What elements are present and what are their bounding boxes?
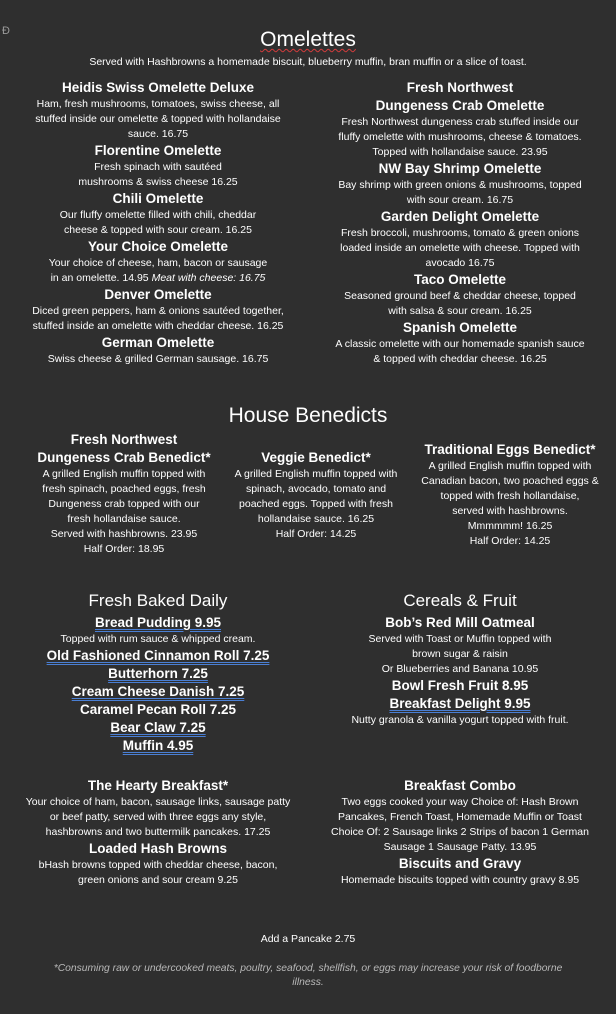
item-desc: green onions and sour cream 9.25 xyxy=(78,874,238,886)
menu-item xyxy=(10,190,306,238)
disclaimer-line: illness. xyxy=(292,977,324,988)
item-desc: fresh hollandaise sauce. xyxy=(67,513,181,525)
item-desc: Topped with rum sauce & whipped cream. xyxy=(60,633,256,645)
item-name: Loaded Hash Browns xyxy=(88,841,228,856)
item-price-alt: Meat with cheese: 16.75 xyxy=(151,272,266,284)
item-desc: Canadian bacon, two poached eggs & xyxy=(421,475,599,487)
item-desc: A grilled English muffin topped with xyxy=(234,468,398,480)
benedict-item xyxy=(412,441,608,549)
item-desc: Sausage 1 Sausage Patty. 13.95 xyxy=(383,841,537,853)
disclaimer-line: *Consuming raw or undercooked meats, poultry, seafood, shellfish, or eggs may increase your risk of foodborne xyxy=(53,963,563,974)
item-name: Dungeness Crab Benedict* xyxy=(37,450,211,465)
hearty-section xyxy=(10,777,306,888)
baked-section xyxy=(10,591,306,755)
item-desc: Your choice of cheese, ham, bacon or sausage xyxy=(48,257,268,269)
item-desc: & topped with cheddar cheese. 16.25 xyxy=(373,353,547,365)
item-name: Breakfast Combo xyxy=(404,778,516,793)
combo-section xyxy=(310,777,610,888)
item-desc: with sour cream. 16.75 xyxy=(406,194,514,206)
cereal-item: Bob’s Red Mill Oatmeal xyxy=(385,615,535,630)
item-desc: fresh spinach, poached eggs, fresh xyxy=(42,483,206,495)
add-pancake: Add a Pancake 2.75 xyxy=(260,933,356,945)
item-desc: Seasoned ground beef & cheddar cheese, topped xyxy=(344,290,576,302)
menu-item xyxy=(310,319,610,367)
baked-item: Butterhorn 7.25 xyxy=(108,666,208,681)
item-desc: Or Blueberries and Banana 10.95 xyxy=(381,663,539,675)
item-desc: cheese & topped with sour cream. 16.25 xyxy=(64,224,252,236)
item-desc: A grilled English muffin topped with xyxy=(428,460,592,472)
item-desc: Fresh Northwest dungeness crab stuffed inside our xyxy=(341,116,579,128)
disclaimer xyxy=(20,962,596,990)
menu-item xyxy=(310,79,610,160)
menu-item xyxy=(310,271,610,319)
item-desc: Our fluffy omelette filled with chili, cheddar xyxy=(59,209,257,221)
item-desc: hashbrowns and two buttermilk pancakes. 17.25 xyxy=(45,826,271,838)
item-desc: Bay shrimp with green onions & mushrooms, topped xyxy=(338,179,582,191)
item-desc: Two eggs cooked your way Choice of: Hash Brown xyxy=(341,796,579,808)
item-desc: Half Order: 18.95 xyxy=(83,543,165,555)
item-desc: with salsa & sour cream. 16.25 xyxy=(388,305,532,317)
item-name: Biscuits and Gravy xyxy=(398,856,522,871)
cereals-title: Cereals & Fruit xyxy=(403,591,517,610)
item-desc: Swiss cheese & grilled German sausage. 16.75 xyxy=(47,353,269,365)
item-desc: mushrooms & swiss cheese 16.25 xyxy=(78,176,238,188)
item-desc: Served with Toast or Muffin topped with xyxy=(368,633,552,645)
cereals-section xyxy=(310,591,610,728)
item-desc: spinach, avocado, tomato and xyxy=(245,483,387,495)
item-desc: stuffed inside an omelette with cheddar cheese. 16.25 xyxy=(32,320,284,332)
item-desc xyxy=(10,271,306,286)
item-desc: A classic omelette with our homemade spanish sauce xyxy=(335,338,585,350)
benedict-item xyxy=(222,449,410,542)
item-desc: poached eggs. Topped with fresh xyxy=(239,498,393,510)
item-desc: Diced green peppers, ham & onions sautéed together, xyxy=(32,305,284,317)
item-name: Fresh Northwest xyxy=(70,432,178,447)
item-desc: Fresh broccoli, mushrooms, tomato & green onions xyxy=(340,227,580,239)
item-name: Denver Omelette xyxy=(104,287,212,302)
item-name: Chili Omelette xyxy=(112,191,204,206)
item-name: NW Bay Shrimp Omelette xyxy=(378,161,542,176)
item-desc: served with hashbrowns. xyxy=(452,505,568,517)
baked-item: Bear Claw 7.25 xyxy=(110,720,206,735)
item-half-order: Half Order: 14.25 xyxy=(469,535,551,547)
item-desc: Served with hashbrowns. 23.95 xyxy=(50,528,198,540)
item-desc: Choice Of: 2 Sausage links 2 Strips of bacon 1 German xyxy=(331,826,589,838)
baked-item: Old Fashioned Cinnamon Roll 7.25 xyxy=(46,648,270,663)
item-desc: avocado 16.75 xyxy=(425,257,495,269)
menu-item xyxy=(310,160,610,208)
item-name: German Omelette xyxy=(101,335,215,350)
item-desc: Topped with hollandaise sauce. 23.95 xyxy=(372,146,548,158)
item-name: Garden Delight Omelette xyxy=(380,209,540,224)
menu-item xyxy=(10,142,306,190)
item-name: Spanish Omelette xyxy=(402,320,518,335)
baked-item: Caramel Pecan Roll 7.25 xyxy=(79,702,237,717)
item-desc: brown sugar & raisin xyxy=(412,648,508,660)
omelettes-title: Omelettes xyxy=(260,28,356,51)
item-name: Traditional Eggs Benedict* xyxy=(424,442,596,457)
item-desc: sauce. 16.75 xyxy=(127,128,189,140)
item-desc: Half Order: 14.25 xyxy=(275,528,357,540)
menu-item xyxy=(310,208,610,271)
item-desc: Pancakes, French Toast, Homemade Muffin or Toast xyxy=(338,811,582,823)
item-desc: topped with fresh hollandaise, xyxy=(440,490,580,502)
item-name: Veggie Benedict* xyxy=(261,450,371,465)
omelettes-right-column xyxy=(310,79,610,367)
item-name: Taco Omelette xyxy=(413,272,507,287)
item-name: Dungeness Crab Omelette xyxy=(375,98,545,113)
item-desc: A grilled English muffin topped with xyxy=(42,468,206,480)
baked-item: Cream Cheese Danish 7.25 xyxy=(71,684,245,699)
item-desc: stuffed inside our omelette & topped with hollandaise xyxy=(35,113,281,125)
menu-item xyxy=(10,79,306,142)
corner-mark: Ð xyxy=(2,25,10,37)
omelettes-subtitle: Served with Hashbrowns a homemade biscuit, blueberry muffin, bran muffin or a slice of toast. xyxy=(89,56,527,68)
item-price: in an omelette. 14.95 xyxy=(50,272,149,284)
omelettes-left-column xyxy=(10,79,306,367)
item-name: Heidis Swiss Omelette Deluxe xyxy=(61,80,255,95)
baked-title: Fresh Baked Daily xyxy=(88,591,228,610)
item-desc: loaded inside an omelette with cheese. Topped with xyxy=(340,242,580,254)
item-name: Florentine Omelette xyxy=(94,143,222,158)
item-desc: Dungeness crab topped with our xyxy=(48,498,200,510)
cereal-item: Bowl Fresh Fruit 8.95 xyxy=(391,678,529,693)
menu-item xyxy=(10,238,306,286)
item-desc: Homemade biscuits topped with country gravy 8.95 xyxy=(340,874,580,886)
item-desc: Ham, fresh mushrooms, tomatoes, swiss cheese, all xyxy=(36,98,280,110)
item-desc: hollandaise sauce. 16.25 xyxy=(257,513,375,525)
benedict-item xyxy=(18,431,230,557)
item-desc: Fresh spinach with sautéed xyxy=(94,161,222,173)
item-desc: bHash browns topped with cheddar cheese, bacon, xyxy=(38,859,278,871)
baked-item: Muffin 4.95 xyxy=(122,738,194,753)
menu-item xyxy=(10,286,306,334)
item-desc: Your choice of ham, bacon, sausage links, sausage patty xyxy=(25,796,291,808)
item-name: Your Choice Omelette xyxy=(87,239,229,254)
item-name: The Hearty Breakfast* xyxy=(87,778,229,793)
item-name: Fresh Northwest xyxy=(406,80,514,95)
menu-item xyxy=(10,334,306,367)
benedicts-title: House Benedicts xyxy=(228,404,388,427)
item-price: Mmmmmm! 16.25 xyxy=(467,520,553,532)
item-desc: fluffy omelette with mushrooms, cheese & tomatoes. xyxy=(338,131,582,143)
item-desc: or beef patty, served with three eggs any style, xyxy=(49,811,267,823)
item-desc: Nutty granola & vanilla yogurt topped with fruit. xyxy=(351,714,569,726)
cereal-item: Breakfast Delight 9.95 xyxy=(389,696,531,711)
baked-item: Bread Pudding 9.95 xyxy=(94,615,222,630)
